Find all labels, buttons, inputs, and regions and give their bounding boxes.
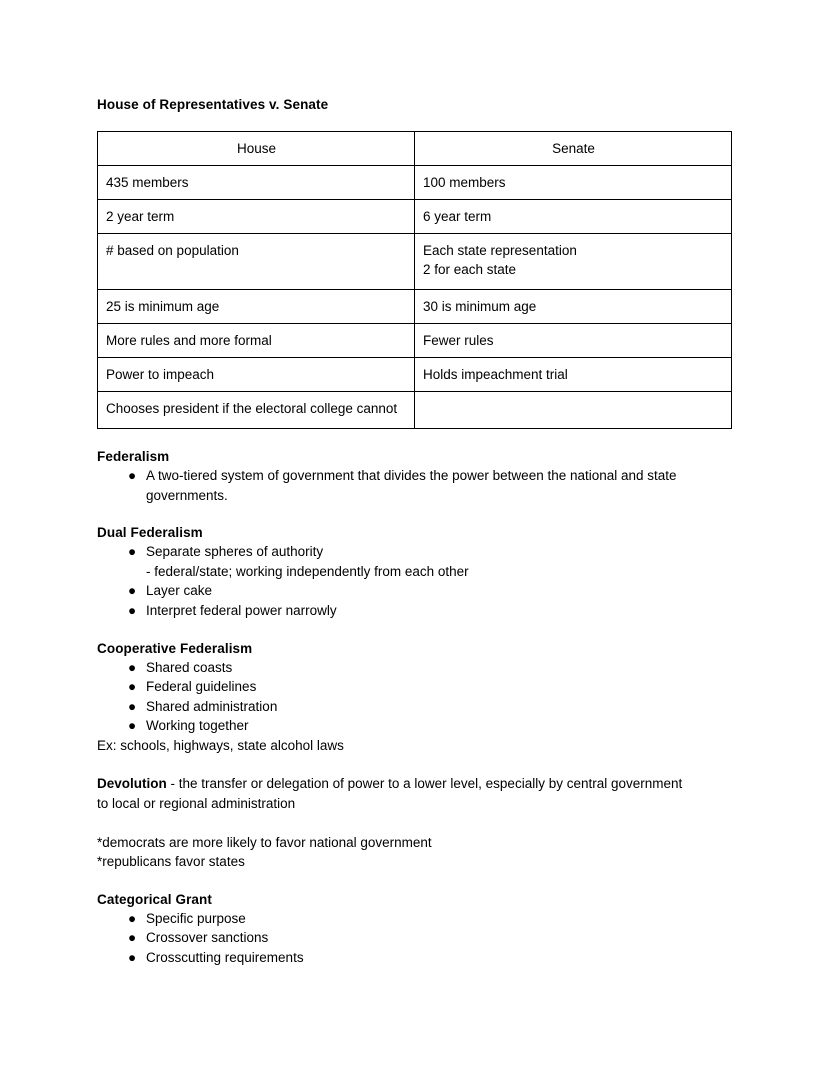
- cell-text: Fewer rules: [423, 333, 494, 348]
- cell-text: 6 year term: [423, 209, 492, 224]
- section-cooperative-federalism: [97, 639, 731, 756]
- list-item-label: A two-tiered system of government that divides the power between the national and state governments.: [146, 468, 677, 503]
- table-row: [98, 392, 732, 429]
- bullet-icon: ●: [128, 659, 137, 675]
- bullet-icon: ●: [128, 583, 137, 599]
- document-page: [97, 96, 731, 968]
- list-item-label: Separate spheres of authority: [146, 544, 324, 560]
- list-item-label: Crossover sanctions: [146, 930, 269, 946]
- cell-text: More rules and more formal: [106, 333, 272, 348]
- cell-senate: [415, 234, 732, 290]
- bullet-icon: ●: [128, 930, 137, 946]
- section-dual-federalism: [97, 523, 731, 620]
- page-title: House of Representatives v. Senate: [97, 97, 329, 112]
- list-item: [97, 466, 731, 505]
- cell-house: [98, 324, 415, 358]
- list-item-label: Federal guidelines: [146, 679, 257, 695]
- cell-house: [98, 200, 415, 234]
- cell-house: [98, 166, 415, 200]
- list-item-label: Layer cake: [146, 583, 213, 599]
- cell-senate: [415, 166, 732, 200]
- devolution-definition-text: - the transfer or delegation of power to a lower level, especially by central government to local or regional administration: [97, 775, 683, 812]
- bullet-icon: ●: [128, 602, 137, 618]
- list-item: [97, 542, 731, 562]
- bullet-list-federalism: [97, 466, 731, 505]
- bullet-icon: ●: [128, 718, 137, 734]
- section-heading-categorical-grant: Categorical Grant: [97, 891, 212, 907]
- table-header-row: [98, 132, 732, 166]
- list-item: [97, 909, 731, 929]
- section-party-notes: [97, 833, 731, 872]
- list-item-label: Working together: [146, 718, 249, 734]
- bullet-icon: ●: [128, 544, 137, 560]
- cell-text: 25 is minimum age: [106, 299, 220, 314]
- section-devolution: [97, 774, 731, 815]
- section-federalism: [97, 447, 731, 505]
- table-row: [98, 358, 732, 392]
- column-header-senate: Senate: [415, 132, 732, 166]
- cell-text: Holds impeachment trial: [423, 367, 568, 382]
- cell-text: Power to impeach: [106, 367, 215, 382]
- table-body: [98, 166, 732, 429]
- cell-senate: [415, 290, 732, 324]
- bullet-icon: ●: [128, 698, 137, 714]
- cell-text: 2 for each state: [423, 262, 517, 277]
- list-item-label: Shared coasts: [146, 659, 233, 675]
- table-header: [98, 132, 732, 166]
- cell-text: 2 year term: [106, 209, 175, 224]
- cell-senate: [415, 324, 732, 358]
- list-item: [97, 601, 731, 621]
- column-header-house: House: [98, 132, 415, 166]
- bullet-icon: ●: [128, 679, 137, 695]
- bullet-list-categorical-grant: [97, 909, 731, 968]
- cell-text: Chooses president if the electoral college cannot: [106, 401, 398, 416]
- cell-house: [98, 290, 415, 324]
- devolution-definition: [97, 774, 697, 815]
- list-item: [97, 928, 731, 948]
- list-item-label: Crosscutting requirements: [146, 949, 304, 965]
- cell-text: 30 is minimum age: [423, 299, 537, 314]
- note-republicans: *republicans favor states: [97, 854, 245, 870]
- table-row: [98, 200, 732, 234]
- cell-house: [98, 392, 415, 429]
- note-democrats: *democrats are more likely to favor national government: [97, 834, 432, 850]
- list-item-label: Shared administration: [146, 698, 278, 714]
- section-heading-cooperative-federalism: Cooperative Federalism: [97, 640, 253, 656]
- cell-text: Each state representation: [423, 243, 577, 258]
- house-senate-comparison-table: [97, 131, 732, 429]
- list-item: [97, 948, 731, 968]
- cell-house: [98, 234, 415, 290]
- cooperative-federalism-example: Ex: schools, highways, state alcohol laws: [97, 737, 344, 753]
- cell-text: # based on population: [106, 243, 239, 258]
- list-item: [97, 658, 731, 678]
- cell-text: 435 members: [106, 175, 189, 190]
- cell-text: 100 members: [423, 175, 506, 190]
- table-row: [98, 290, 732, 324]
- bullet-icon: ●: [128, 949, 137, 965]
- table-row: [98, 166, 732, 200]
- section-heading-dual-federalism: Dual Federalism: [97, 525, 203, 541]
- bullet-icon: ●: [128, 468, 137, 483]
- bullet-list-cooperative-federalism: [97, 658, 731, 736]
- list-item: [97, 581, 731, 601]
- cell-senate-empty: [415, 392, 732, 429]
- cell-senate: [415, 358, 732, 392]
- bullet-list-dual-federalism-cont: [97, 581, 731, 620]
- list-item-label: Interpret federal power narrowly: [146, 602, 337, 618]
- bullet-icon: ●: [128, 910, 137, 926]
- list-item: [97, 697, 731, 717]
- table-row: [98, 324, 732, 358]
- cell-house: [98, 358, 415, 392]
- list-item: [97, 677, 731, 697]
- list-item: [97, 716, 731, 736]
- cell-senate: [415, 200, 732, 234]
- section-categorical-grant: [97, 890, 731, 968]
- list-item-label: Specific purpose: [146, 910, 246, 926]
- bullet-list-dual-federalism: [97, 542, 731, 562]
- dual-federalism-subline: - federal/state; working independently from each other: [146, 563, 469, 579]
- section-heading-federalism: Federalism: [97, 449, 170, 464]
- devolution-term: Devolution: [97, 775, 167, 791]
- table-row: [98, 234, 732, 290]
